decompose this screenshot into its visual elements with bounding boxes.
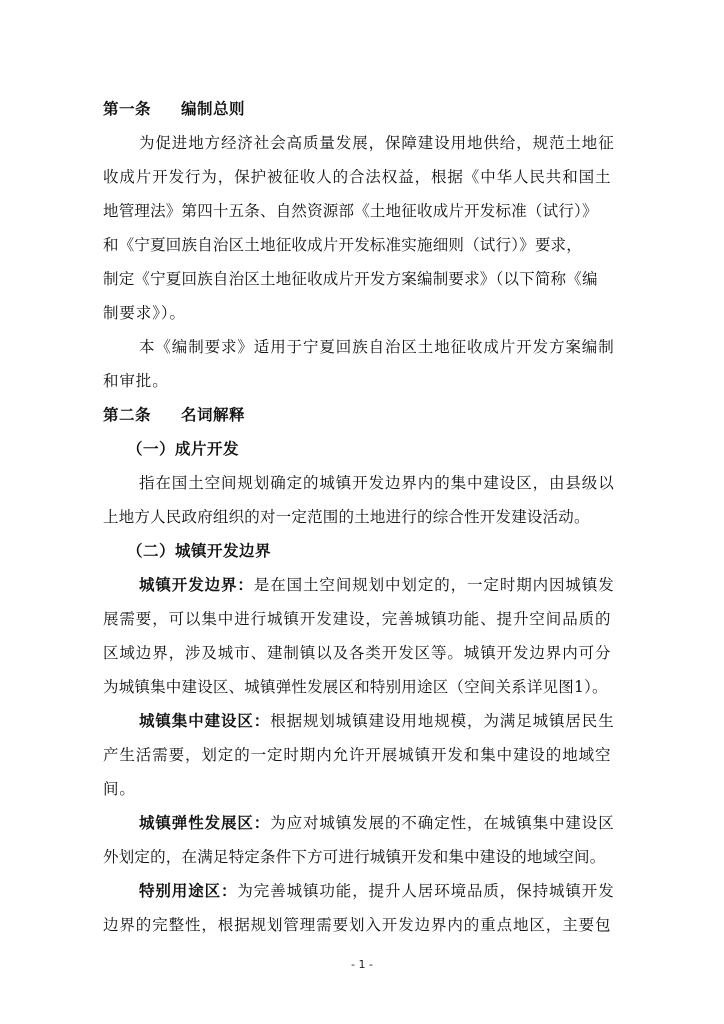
term-definition: 是在国土空间规划中划定的，一定时期内因城镇发 <box>253 576 615 594</box>
paragraph-line: 指在国土空间规划确定的城镇开发边界内的集中建设区，由县级以 <box>139 474 615 492</box>
paragraph-line <box>103 704 638 738</box>
article-2-heading <box>103 398 638 432</box>
paragraph-line: 地管理法》第四十五条、自然资源部《土地征收成片开发标准（试行）》 <box>103 202 598 220</box>
paragraph-line <box>103 806 638 840</box>
paragraph-line: 本《编制要求》适用于宁夏回族自治区土地征收成片开发方案编制 <box>139 338 615 356</box>
subsection-2-title: （二）城镇开发边界 <box>127 542 272 560</box>
document-body <box>103 92 638 942</box>
paragraph-line: 外划定的，在满足特定条件下方可进行城镇开发和集中建设的地域空间。 <box>103 848 606 866</box>
paragraph-line <box>103 874 638 908</box>
paragraph-line <box>103 568 638 602</box>
term-label: 城镇弹性发展区： <box>139 814 271 832</box>
article-1-heading <box>103 92 638 126</box>
paragraph-line: 和《宁夏回族自治区土地征收成片开发标准实施细则（试行）》要求， <box>103 236 582 254</box>
paragraph-line: 间。 <box>103 780 136 798</box>
subsection-1-paragraph <box>103 466 638 534</box>
term-definition: 为应对城镇发展的不确定性，在城镇集中建设区 <box>270 814 615 832</box>
article-1-title: 编制总则 <box>181 100 246 118</box>
term-flexible-development-area <box>103 806 638 874</box>
article-1-paragraph-2 <box>103 330 638 398</box>
term-special-use-area <box>103 874 638 942</box>
paragraph-line: 为促进地方经济社会高质量发展，保障建设用地供给，规范土地征 <box>139 134 615 152</box>
paragraph-line: 边界的完整性，根据规划管理需要划入开发边界内的重点地区，主要包 <box>103 916 612 934</box>
article-2-title: 名词解释 <box>181 406 246 424</box>
paragraph-line: 和审批。 <box>103 372 169 390</box>
term-label: 城镇集中建设区： <box>139 712 271 730</box>
term-definition: 根据规划城镇建设用地规模，为满足城镇居民生 <box>270 712 615 730</box>
paragraph-line: 上地方人民政府组织的对一定范围的土地进行的综合性开发建设活动。 <box>103 508 590 526</box>
paragraph-line: 为城镇集中建设区、城镇弹性发展区和特别用途区（空间关系详见图1）。 <box>103 678 608 696</box>
page-number: - 1 - <box>351 958 373 971</box>
article-2-number: 第二条 <box>103 406 152 424</box>
term-urban-development-boundary <box>103 568 638 704</box>
term-label: 特别用途区： <box>139 882 238 900</box>
paragraph-line: 区域边界，涉及城市、建制镇以及各类开发区等。城镇开发边界内可分 <box>103 644 612 662</box>
article-1-paragraph-1 <box>103 126 638 330</box>
term-concentrated-construction-area <box>103 704 638 806</box>
term-definition: 为完善城镇功能，提升人居环境品质，保持城镇开发 <box>237 882 615 900</box>
paragraph-line: 制要求》）。 <box>103 304 186 322</box>
paragraph-line: 产生活需要，划定的一定时期内允许开展城镇开发和集中建设的地域空 <box>103 746 612 764</box>
paragraph-line: 收成片开发行为，保护被征收人的合法权益，根据《中华人民共和国土 <box>103 168 612 186</box>
paragraph-line: 展需要，可以集中进行城镇开发建设，完善城镇功能、提升空间品质的 <box>103 610 612 628</box>
paragraph-line: 制定《宁夏回族自治区土地征收成片开发方案编制要求》（以下简称《编 <box>103 270 598 288</box>
subsection-1-title: （一）成片开发 <box>127 440 240 458</box>
term-label: 城镇开发边界： <box>139 576 254 594</box>
article-1-number: 第一条 <box>103 100 152 118</box>
